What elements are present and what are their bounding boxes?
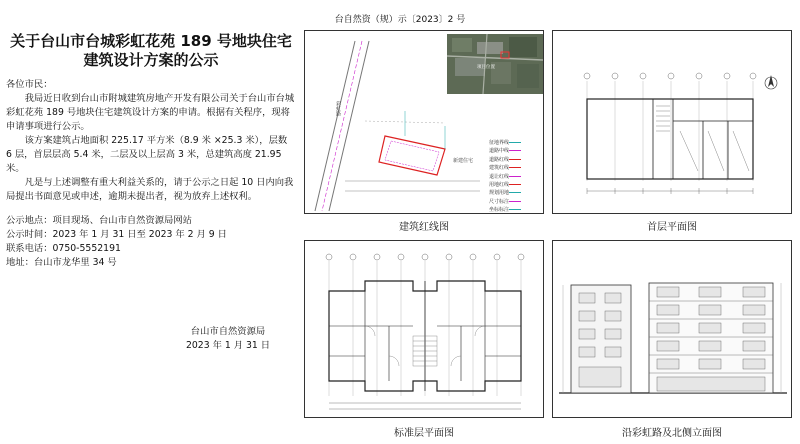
paragraph-application: 我局近日收到台山市附城建筑房地产开发有限公司关于台山市台城彩虹花苑 189 号地块住宅建筑设计方案的申请。根据有关程序，现将申请事项进行公示。: [6, 93, 295, 132]
aerial-texture: [447, 34, 543, 94]
legend-swatch: [509, 167, 521, 168]
standard-floor-plan-drawing: [305, 241, 544, 418]
signature-block: [160, 325, 296, 353]
standard-floor-plan-panel: [304, 240, 544, 418]
legend-swatch: [509, 142, 521, 143]
elevation-drawing: [553, 241, 792, 418]
aerial-photo: [447, 34, 543, 94]
legend-label: 建筑红线: [489, 165, 510, 172]
title-line-2: 建筑设计方案的公示: [83, 51, 219, 69]
caption-standard-floor: 标准层平面图: [394, 428, 454, 439]
legend-item: [489, 147, 524, 155]
ground-floor-plan-panel: [552, 30, 792, 214]
info-location: 公示地点：项目现场、台山市自然资源局网站: [6, 215, 192, 226]
redline-map-panel: [304, 30, 544, 214]
legend-item: [489, 206, 524, 214]
legend-item: [489, 156, 524, 164]
notice-body: [6, 78, 296, 204]
legend-item: [489, 198, 524, 206]
legend-label: 用地红线: [489, 182, 510, 189]
info-address: 地址：台山市龙华里 34 号: [6, 257, 117, 268]
legend-swatch: [509, 176, 521, 177]
aerial-label: 项目位置: [477, 65, 495, 70]
notice-title: [6, 32, 296, 70]
building-label: 新建住宅: [453, 158, 474, 164]
title-line-1: 关于台山市台城彩虹花苑 189 号地块住宅: [10, 32, 292, 50]
legend-label: 道路中线: [489, 148, 510, 155]
notice-text-column: [6, 32, 296, 270]
salutation: 各位市民：: [6, 79, 53, 90]
caption-elevation: 沿彩虹路及北侧立面图: [622, 428, 722, 439]
legend-item: [489, 181, 524, 189]
legend-swatch: [509, 201, 521, 202]
signature-org: 台山市自然资源局: [190, 326, 266, 337]
signature-date: 2023 年 1 月 31 日: [185, 340, 271, 351]
legend-swatch: [509, 184, 521, 185]
legend-swatch: [509, 150, 521, 151]
legend-label: 规划用地: [489, 190, 510, 197]
caption-redline: 建筑红线图: [399, 222, 449, 233]
document-number: 台自然资（规）示〔2023〕2 号: [334, 15, 466, 25]
ground-floor-plan-drawing: [553, 31, 792, 214]
redline-legend: [489, 139, 524, 214]
legend-swatch: [509, 209, 521, 210]
legend-swatch: [509, 192, 521, 193]
legend-label: 坐标标注: [489, 207, 510, 214]
legend-label: 尺寸标注: [489, 198, 510, 205]
legend-label: 征地界线: [489, 140, 510, 146]
legend-label: 道路红线: [489, 156, 510, 163]
info-period: 公示时间：2023 年 1 月 31 日至 2023 年 2 月 9 日: [6, 229, 227, 240]
legend-item: [489, 139, 524, 147]
legend-swatch: [509, 159, 521, 160]
legend-item: [489, 164, 524, 172]
elevation-panel: [552, 240, 792, 418]
legend-item: [489, 189, 524, 197]
caption-ground-floor: 首层平面图: [647, 222, 697, 233]
legend-label: 退让红线: [489, 173, 510, 180]
legend-item: [489, 173, 524, 181]
paragraph-building-specs: 该方案建筑占地面积 225.17 平方米（8.9 米 ×25.3 米），层数 6 层，首层层高 5.4 米，二层及以上层高 3 米，总建筑高度 21.95 米。: [6, 135, 288, 174]
road-label: 彩虹路: [335, 101, 341, 116]
paragraph-objection: 凡是与上述调整有重大利益关系的，请于公示之日起 10 日内向我局提出书面意见或申述，逾期未提出者，视为放弃上述权利。: [6, 177, 294, 202]
info-phone: 联系电话：0750-5552191: [6, 243, 121, 254]
notice-info: [6, 214, 296, 270]
